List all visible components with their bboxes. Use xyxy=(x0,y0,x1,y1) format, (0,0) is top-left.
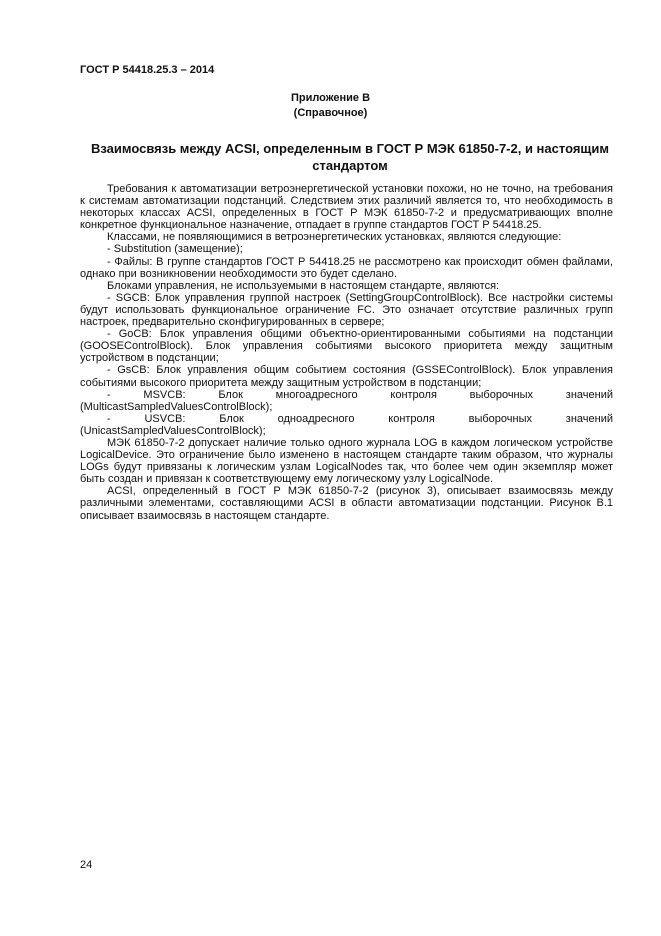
list-item: - GsCB: Блок управления общим событием состояния (GSSEControlBlock). Блок управления событиями высокого приоритета между защитным устройством в подстанции; xyxy=(80,364,613,389)
list-item: - SGCB: Блок управления группой настроек (SettingGroupControlBlock). Все настройки системы будут использовать функциональное ограничение FC. Это означает отсутствие различных групп настроек, предварительно сконфигурированных в сервере; xyxy=(80,291,613,329)
paragraph: Блоками управления, не используемыми в настоящем стандарте, являются: xyxy=(107,279,500,292)
document-header: ГОСТ Р 54418.25.3 – 2014 xyxy=(80,64,215,76)
annex-heading xyxy=(0,91,661,121)
annex-subtitle: (Справочное) xyxy=(293,107,368,119)
body-text xyxy=(80,183,613,522)
list-item: - USVCB: Блок одноадресного контроля выборочных значений (UnicastSampledValuesControlBlock); xyxy=(80,412,613,437)
page-number: 24 xyxy=(80,859,93,871)
paragraph: Требования к автоматизации ветроэнергетической установки похожи, но не точно, на требования к системам автоматизации подстанций. Следствием этих различий является то, что необходимость в некоторых классах ACSI, определенных в ГОСТ Р МЭК 61850-7-2 и предусматривающих вполне конкретное функциональное назначение, отпадает в группе стандартов ГОСТ Р 54418.25. xyxy=(80,183,613,232)
section-title: Взаимосвязь между ACSI, определенным в ГОСТ Р МЭК 61850-7-2, и настоящим стандартом xyxy=(90,141,609,173)
paragraph: Классами, не появляющимися в ветроэнергетических установках, являются следующие: xyxy=(107,231,562,244)
paragraph: ACSI, определенный в ГОСТ Р МЭК 61850-7-2 (рисунок 3), описывает взаимосвязь между различными элементами, составляющими ACSI в области автоматизации подстанции. Рисунок В.1 описывает взаимосвязь в настоящем стандарте. xyxy=(80,485,613,522)
paragraph: МЭК 61850-7-2 допускает наличие только одного журнала LOG в каждом логическом устройстве LogicalDevice. Это ограничение было изменено в настоящем стандарте таким образом, что журналы LOGs будут привязаны к логическим узлам LogicalNodes так, что более чем один экземпляр может быть создан и привязан к соответствующему ему логическому узлу LogicalNode. xyxy=(80,436,613,486)
list-item: - Файлы: В группе стандартов ГОСТ Р 54418.25 не рассмотрено как происходит обмен файлами, однако при возникновении необходимости это будет сделано. xyxy=(80,255,613,280)
list-item: - MSVCB: Блок многоадресного контроля выборочных значений (MulticastSampledValuesControlBlock); xyxy=(80,388,613,413)
list-item: - GoCB: Блок управления общими объектно-ориентированными событиями на подстанции (GOOSEControlBlock). Блок управления событиями высокого приоритета между защитным устройством в подстанции; xyxy=(80,328,613,365)
list-item: - Substitution (замещение); xyxy=(107,243,243,256)
annex-title: Приложение В xyxy=(290,92,371,104)
